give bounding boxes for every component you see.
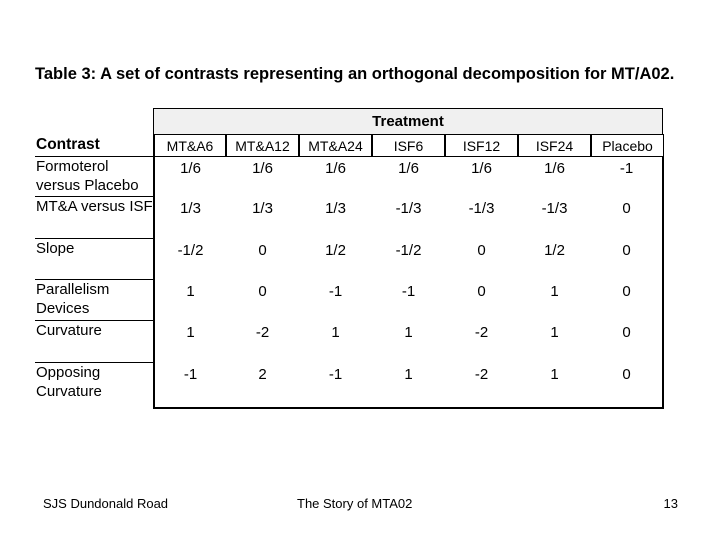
table-cell: -2	[445, 363, 518, 409]
table-cell: -2	[255, 324, 270, 341]
table-cell: -1	[328, 283, 343, 300]
column-header: Placebo	[591, 134, 664, 157]
column-header: ISF24	[518, 134, 591, 157]
row-label: Opposing Curvature	[36, 364, 102, 400]
slide-title: Table 3: A set of contrasts representing an orthogonal decomposition for MT/A02.	[35, 65, 675, 83]
footer-center-text: The Story of MTA02	[297, 496, 413, 511]
footer-left-text: SJS Dundonald Road	[43, 496, 169, 511]
table-cell: 0	[258, 283, 267, 300]
column-header: MT&A24	[299, 134, 372, 157]
table-cell: 1/6	[153, 157, 226, 197]
table-cell: 0	[591, 239, 664, 280]
row-label: Curvature	[35, 321, 153, 363]
table-cell: -2	[474, 324, 489, 341]
table-cell: 1/6	[252, 160, 273, 177]
table-cell: 1/3	[325, 200, 346, 217]
contrast-column-header: Contrast	[35, 134, 153, 157]
table-cell: -1	[401, 283, 416, 300]
table-cell: 1/3	[252, 200, 273, 217]
table-cell: 1/6	[398, 160, 419, 177]
table-cell: 0	[591, 363, 664, 409]
table-cell: 0	[477, 283, 486, 300]
table-cell: 1/6	[325, 160, 346, 177]
table-cell: 1	[153, 280, 226, 321]
row-label: Slope	[35, 239, 153, 280]
contrast-grid	[35, 134, 663, 409]
slide-number: 13	[663, 496, 678, 511]
table-cell: 1	[331, 324, 340, 341]
table-cell: 1	[372, 363, 445, 409]
row-label: Formoterol versus Placebo	[35, 157, 153, 197]
column-header: MT&A12	[226, 134, 299, 157]
table-cell: 0	[258, 242, 267, 259]
table-cell: 0	[591, 197, 664, 239]
table-cell: 1	[404, 324, 413, 341]
table-cell: -1/3	[395, 200, 422, 217]
table-cell: 1/6	[471, 160, 492, 177]
table-cell: -1/3	[541, 200, 568, 217]
column-header: ISF12	[445, 134, 518, 157]
row-label: Parallelism Devices	[35, 280, 153, 321]
treatment-group-header: Treatment	[153, 108, 663, 134]
table-cell: -1	[591, 157, 664, 197]
contrast-table	[35, 108, 663, 409]
table-cell: -1/3	[468, 200, 495, 217]
table-cell: 1/6	[544, 160, 565, 177]
column-header: ISF6	[372, 134, 445, 157]
table-cell: -1/2	[395, 242, 422, 259]
table-cell: 1	[550, 324, 559, 341]
table-cell: 1/2	[544, 242, 565, 259]
table-cell: 1	[153, 321, 226, 363]
table-cell: 1	[550, 283, 559, 300]
table-cell: -1	[153, 363, 226, 409]
column-header: MT&A6	[153, 134, 226, 157]
table-cell: -1	[299, 363, 372, 409]
table-cell: 1/3	[153, 197, 226, 239]
table-cell: 0	[477, 242, 486, 259]
table-cell: 0	[591, 321, 664, 363]
table-cell: 0	[591, 280, 664, 321]
table-cell: -1/2	[153, 239, 226, 280]
table-cell: 1/2	[325, 242, 346, 259]
table-cell: 2	[226, 363, 299, 409]
row-label: MT&A versus ISF	[35, 197, 153, 239]
table-cell: 1	[518, 363, 591, 409]
